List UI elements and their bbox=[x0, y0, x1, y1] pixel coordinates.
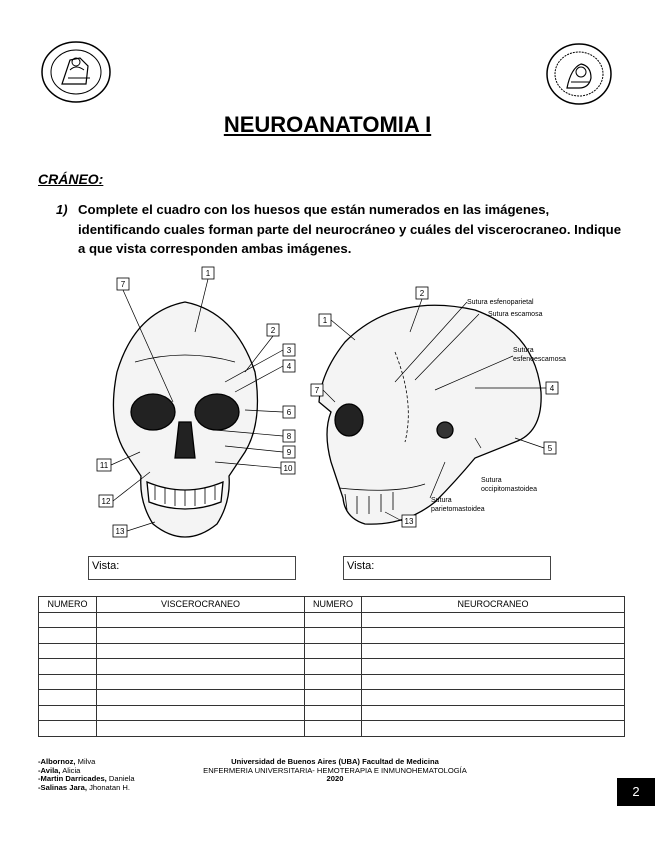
table-cell[interactable] bbox=[362, 705, 625, 721]
table-cell[interactable] bbox=[362, 628, 625, 644]
footer-program: ENFERMERIA UNIVERSITARIA- HEMOTERAPIA E INMUNOHEMATOLOGÍA bbox=[203, 765, 467, 775]
table-cell[interactable] bbox=[362, 721, 625, 737]
table-cell[interactable] bbox=[97, 705, 305, 721]
table-cell[interactable] bbox=[39, 705, 97, 721]
table-row bbox=[39, 674, 625, 690]
table-cell[interactable] bbox=[305, 659, 362, 675]
suture-occipitomastoidea-1: Sutura bbox=[481, 477, 502, 484]
table-row bbox=[39, 612, 625, 628]
front-label-11: 11 bbox=[99, 461, 109, 470]
table-cell[interactable] bbox=[305, 643, 362, 659]
table-cell[interactable] bbox=[305, 674, 362, 690]
side-label-2: 2 bbox=[419, 289, 425, 298]
front-label-12: 12 bbox=[101, 497, 111, 506]
author-line: -Martin Darricades, Daniela bbox=[38, 774, 135, 784]
table-cell[interactable] bbox=[362, 612, 625, 628]
front-label-1: 1 bbox=[205, 269, 211, 278]
table-cell[interactable] bbox=[97, 612, 305, 628]
front-label-10: 10 bbox=[283, 464, 293, 473]
table-cell[interactable] bbox=[39, 659, 97, 675]
frontal-skull-illustration bbox=[113, 302, 257, 537]
table-cell[interactable] bbox=[39, 628, 97, 644]
table-cell[interactable] bbox=[39, 721, 97, 737]
table-cell[interactable] bbox=[97, 659, 305, 675]
side-label-7: 7 bbox=[314, 386, 320, 395]
vista-left-label: Vista: bbox=[92, 560, 120, 572]
front-label-4: 4 bbox=[286, 362, 292, 371]
table-cell[interactable] bbox=[362, 674, 625, 690]
vista-right-field[interactable] bbox=[343, 556, 551, 580]
table-row bbox=[39, 721, 625, 737]
table-cell[interactable] bbox=[97, 643, 305, 659]
table-cell[interactable] bbox=[39, 612, 97, 628]
author-line: -Salinas Jara, Jhonatan H. bbox=[38, 782, 131, 792]
side-label-1: 1 bbox=[322, 316, 328, 325]
front-label-8: 8 bbox=[286, 432, 292, 441]
table-cell[interactable] bbox=[362, 643, 625, 659]
table-row bbox=[39, 643, 625, 659]
vista-left-field[interactable] bbox=[88, 556, 296, 580]
page-number: 2 bbox=[617, 778, 655, 806]
header-neurocraneo: NEUROCRANEO bbox=[362, 597, 625, 613]
table-row bbox=[39, 628, 625, 644]
university-logo bbox=[545, 42, 613, 106]
header-numero-2: NUMERO bbox=[305, 597, 362, 613]
vista-right-label: Vista: bbox=[347, 560, 375, 572]
table-cell[interactable] bbox=[305, 628, 362, 644]
side-label-4: 4 bbox=[549, 384, 555, 393]
table-cell[interactable] bbox=[39, 674, 97, 690]
page-title: NEUROANATOMIA I bbox=[223, 112, 432, 137]
footer-year: 2020 bbox=[326, 774, 344, 784]
table-row bbox=[39, 705, 625, 721]
table-cell[interactable] bbox=[305, 705, 362, 721]
table-cell[interactable] bbox=[305, 612, 362, 628]
header-viscerocraneo: VISCEROCRANEO bbox=[97, 597, 305, 613]
suture-esfenoescamosa-1: Sutura bbox=[513, 347, 534, 354]
front-label-2: 2 bbox=[270, 326, 276, 335]
table-cell[interactable] bbox=[97, 721, 305, 737]
table-header-row bbox=[39, 597, 625, 613]
footer-authors bbox=[38, 758, 135, 792]
table-cell[interactable] bbox=[305, 690, 362, 706]
skull-figure bbox=[95, 262, 595, 552]
front-label-6: 6 bbox=[286, 408, 292, 417]
suture-occipitomastoidea-2: occipitomastoidea bbox=[481, 486, 538, 493]
table-cell[interactable] bbox=[97, 674, 305, 690]
suture-esfenoescamosa-2: esfenoescamosa bbox=[513, 356, 566, 363]
answer-table bbox=[38, 596, 625, 737]
suture-parietomastoidea-1: Sutura bbox=[431, 497, 452, 504]
table-row bbox=[39, 659, 625, 675]
author-line: -Avila, Alicia bbox=[38, 765, 81, 775]
side-label-13: 13 bbox=[404, 517, 414, 526]
suture-esfenoparietal: Sutura esfenoparietal bbox=[467, 299, 534, 306]
front-label-7: 7 bbox=[120, 280, 126, 289]
author-line: -Albornoz, Milva bbox=[38, 757, 96, 766]
table-cell[interactable] bbox=[39, 690, 97, 706]
table-cell[interactable] bbox=[362, 659, 625, 675]
table-cell[interactable] bbox=[97, 628, 305, 644]
footer-university: Universidad de Buenos Aires (UBA) Facultad de Medicina bbox=[231, 757, 439, 766]
question-text: Complete el cuadro con los huesos que están numerados en las imágenes, identificando cuales forman parte del neurocráneo y cuáles del viscerocraneo. Indique a que vista corresponden ambas imágenes. bbox=[78, 202, 622, 256]
suture-escamosa: Sutura escamosa bbox=[488, 311, 543, 318]
faculty-logo bbox=[40, 40, 112, 104]
table-cell[interactable] bbox=[305, 721, 362, 737]
side-label-5: 5 bbox=[547, 444, 553, 453]
front-label-9: 9 bbox=[286, 448, 292, 457]
question-number: 1) bbox=[56, 202, 68, 217]
table-cell[interactable] bbox=[362, 690, 625, 706]
section-heading: CRÁNEO: bbox=[38, 171, 104, 187]
header-numero-1: NUMERO bbox=[39, 597, 97, 613]
front-label-13: 13 bbox=[115, 527, 125, 536]
footer-institution bbox=[190, 758, 480, 784]
front-label-3: 3 bbox=[286, 346, 292, 355]
table-row bbox=[39, 690, 625, 706]
table-cell[interactable] bbox=[39, 643, 97, 659]
table-cell[interactable] bbox=[97, 690, 305, 706]
suture-parietomastoidea-2: parietomastoidea bbox=[431, 506, 485, 513]
